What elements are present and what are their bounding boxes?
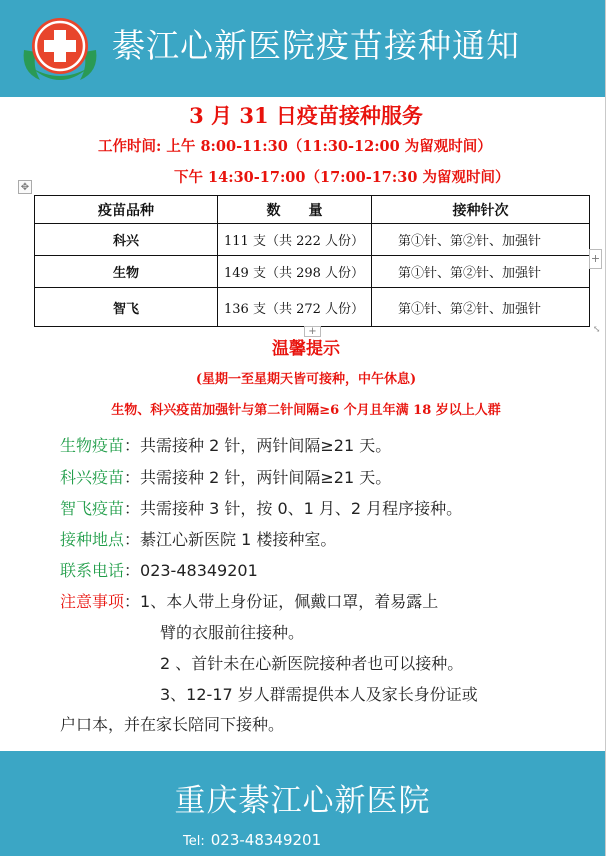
vaccine-name-cell: 生物 bbox=[35, 256, 218, 288]
detail-text: ：共需接种 2 针，两针间隔≥21 天。 bbox=[124, 436, 392, 455]
detail-text: ：共需接种 2 针，两针间隔≥21 天。 bbox=[124, 468, 392, 487]
table-row bbox=[35, 256, 590, 288]
quantity-cell: 136 支（共 272 人份） bbox=[218, 288, 372, 327]
detail-label: 智飞疫苗 bbox=[60, 499, 125, 518]
table-resize-icon[interactable]: ⤡ bbox=[592, 325, 601, 335]
detail-kexing bbox=[60, 465, 391, 488]
table-row bbox=[35, 224, 590, 256]
detail-notes bbox=[60, 589, 438, 612]
vaccine-name-cell: 科兴 bbox=[35, 224, 218, 256]
footer-tel-number: 023-48349201 bbox=[210, 831, 322, 849]
note-item-3: 3、12-17 岁人群需提供本人及家长身份证或 bbox=[160, 685, 478, 704]
detail-label: 注意事项 bbox=[60, 592, 125, 611]
detail-text: ：綦江心新医院 1 楼接种室。 bbox=[124, 530, 337, 549]
table-row bbox=[35, 288, 590, 327]
vaccine-table bbox=[34, 195, 590, 327]
footer-phone bbox=[183, 831, 321, 849]
quantity-cell: 149 支（共 298 人份） bbox=[218, 256, 372, 288]
note-item-1-cont: 臂的衣服前往接种。 bbox=[160, 623, 305, 642]
footer-title: 重庆綦江心新医院 bbox=[174, 783, 431, 819]
detail-shengwu bbox=[60, 433, 391, 456]
dose-cell: 第①针、第②针、加强针 bbox=[372, 224, 590, 256]
quantity-cell: 111 支（共 222 人份） bbox=[218, 224, 372, 256]
dose-cell: 第①针、第②针、加强针 bbox=[372, 256, 590, 288]
footer-tel-label: Tel: bbox=[183, 834, 205, 849]
dose-cell: 第①针、第②针、加强针 bbox=[372, 288, 590, 327]
footer-banner bbox=[0, 751, 605, 856]
column-header-quantity: 数 量 bbox=[218, 196, 372, 224]
detail-label: 联系电话 bbox=[60, 561, 125, 580]
detail-label: 接种地点 bbox=[60, 530, 125, 549]
tips-booster-note: 生物、科兴疫苗加强针与第二针间隔≥6 个月且年满 18 岁以上人群 bbox=[111, 403, 501, 418]
column-header-vaccine: 疫苗品种 bbox=[35, 196, 218, 224]
detail-phone bbox=[60, 558, 258, 581]
header-banner bbox=[0, 0, 605, 97]
detail-label: 生物疫苗 bbox=[60, 436, 125, 455]
add-column-plus-icon[interactable]: + bbox=[589, 249, 602, 269]
notice-heading: 3 月 31 日疫苗接种服务 bbox=[189, 103, 423, 128]
detail-location bbox=[60, 527, 336, 550]
tips-schedule-note: (星期一至星期天皆可接种，中午休息) bbox=[195, 372, 417, 387]
detail-zhifei bbox=[60, 496, 462, 519]
tips-title: 温馨提示 bbox=[272, 339, 340, 359]
vaccine-name-cell: 智飞 bbox=[35, 288, 218, 327]
column-header-doses: 接种针次 bbox=[372, 196, 590, 224]
note-item-1: ：1、本人带上身份证，佩戴口罩，着易露上 bbox=[124, 592, 439, 611]
detail-text: ：023-48349201 bbox=[124, 561, 258, 580]
add-row-plus-icon[interactable]: + bbox=[304, 326, 321, 337]
hospital-cross-logo-icon bbox=[18, 10, 102, 86]
note-item-3-cont: 户口本，并在家长陪同下接种。 bbox=[60, 715, 285, 734]
header-title: 綦江心新医院疫苗接种通知 bbox=[112, 26, 520, 65]
note-item-2: 2 、首针未在心新医院接种者也可以接种。 bbox=[160, 654, 464, 673]
working-hours-pm: 下午 14:30-17:00（17:00-17:30 为留观时间） bbox=[174, 169, 510, 186]
table-move-handle-icon[interactable]: ✥ bbox=[18, 180, 32, 194]
working-hours-am: 工作时间: 上午 8:00-11:30（11:30-12:00 为留观时间） bbox=[98, 138, 492, 155]
detail-label: 科兴疫苗 bbox=[60, 468, 125, 487]
table-header-row bbox=[35, 196, 590, 224]
detail-text: ：共需接种 3 针，按 0、1 月、2 月程序接种。 bbox=[124, 499, 463, 518]
